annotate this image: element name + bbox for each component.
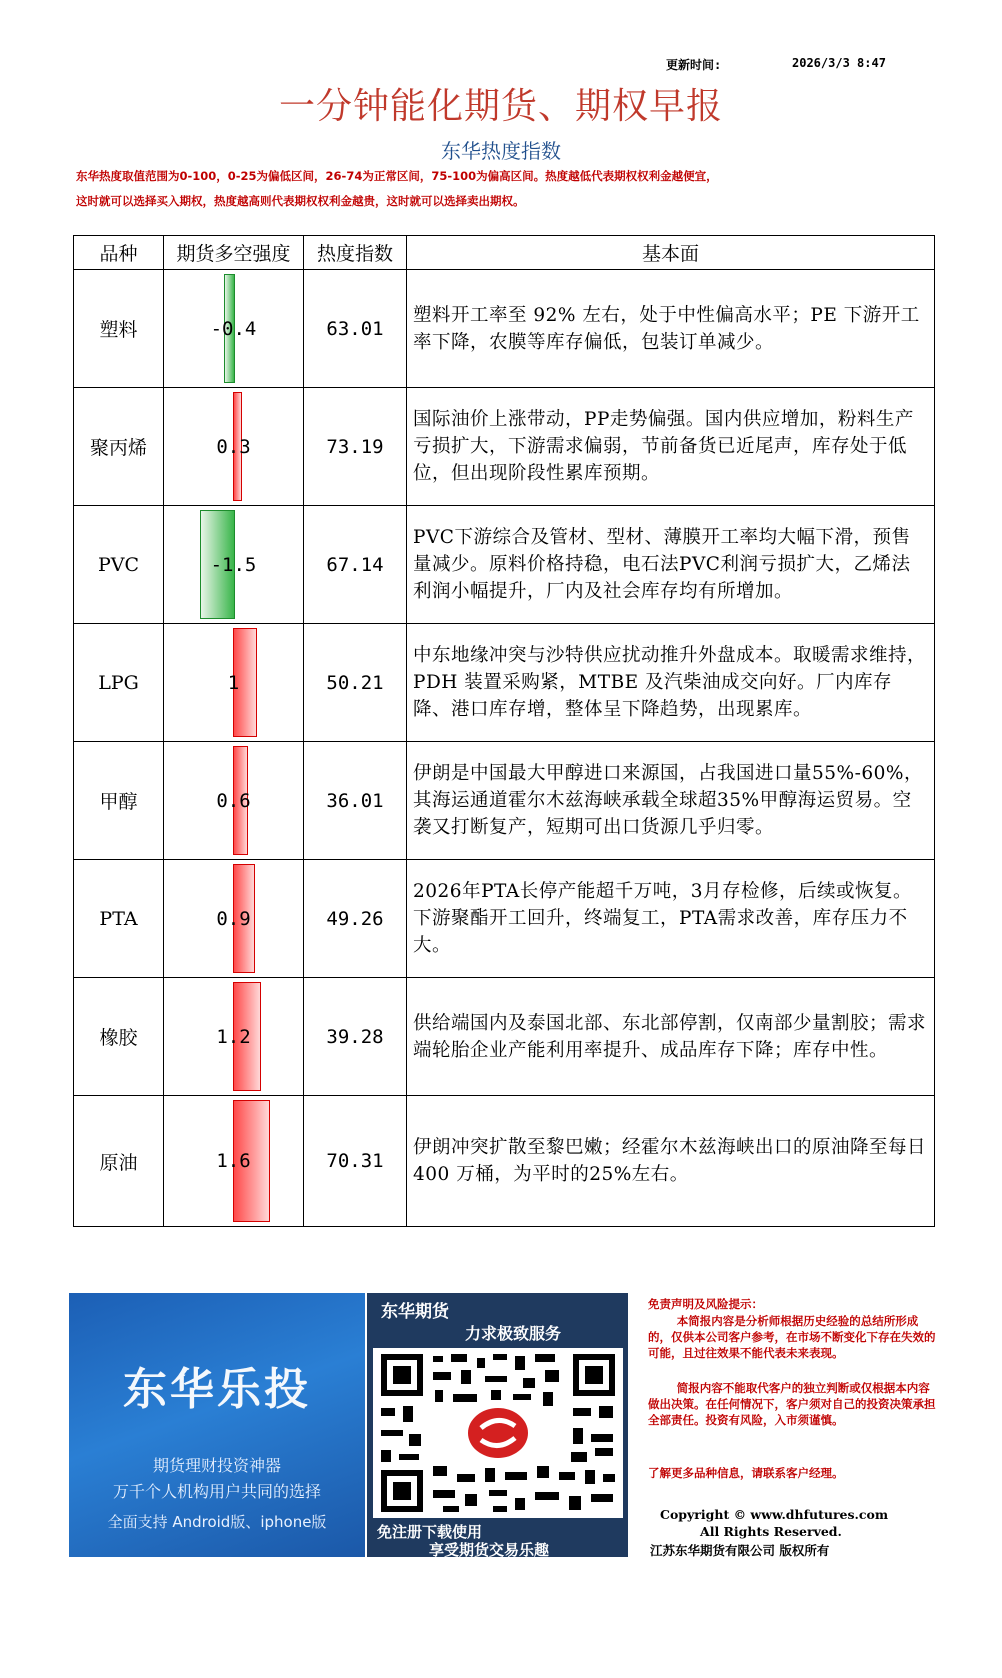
fundamental-text: 供给端国内及泰国北部、东北部停割，仅南部少量割胶；需求端轮胎企业产能利用率提升、成品库存下降；库存中性。 xyxy=(407,978,935,1096)
header-heat: 热度指数 xyxy=(304,236,407,270)
report-title: 一分钟能化期货、期权早报 xyxy=(278,86,723,127)
rights-reserved-line: All Rights Reserved. xyxy=(700,1524,842,1539)
qr-panel-download-text: 免注册下载使用 xyxy=(377,1523,483,1541)
disclaimer-title: 免责声明及风险提示： xyxy=(648,1297,763,1311)
company-copyright-line: 江苏东华期货有限公司 版权所有 xyxy=(650,1543,830,1558)
header-fundamental: 基本面 xyxy=(407,236,935,270)
strength-cell xyxy=(164,978,304,1096)
strength-cell xyxy=(164,624,304,742)
fundamental-text: 中东地缘冲突与沙特供应扰动推升外盘成本。取暖需求维持，PDH 装置采购紧，MTBE 及汽柴油成交向好。厂内库存降、港口库存增，整体呈下降趋势，出现累库。 xyxy=(407,624,935,742)
app-brand-name: 东华乐投 xyxy=(123,1364,311,1415)
update-time-label: 更新时间: xyxy=(666,58,722,72)
table-row xyxy=(74,1096,935,1227)
heat-index-value: 63.01 xyxy=(304,270,407,388)
fundamental-text: 伊朗冲突扩散至黎巴嫩；经霍尔木兹海峡出口的原油降至每日 400 万桶，为平时的25%左右。 xyxy=(407,1096,935,1227)
banner-tagline-3: 全面支持 Android版、iphone版 xyxy=(107,1513,327,1531)
table-row xyxy=(74,388,935,506)
banner-tagline-1: 期货理财投资神器 xyxy=(152,1456,281,1475)
disclaimer-paragraph-1: 本简报内容是分析师根据历史经验的总结所形成的，仅供本公司客户参考，在市场不断变化下存在失效的可能，且过往效果不能代表未来表现。 xyxy=(648,1314,936,1360)
variety-name: PTA xyxy=(74,860,164,978)
variety-name: 聚丙烯 xyxy=(74,388,164,506)
qr-panel-enjoy-text: 享受期货交易乐趣 xyxy=(429,1541,550,1559)
copyright-line: Copyright © www.dhfutures.com xyxy=(660,1507,889,1522)
qr-panel-slogan: 力求极致服务 xyxy=(465,1324,562,1343)
strength-cell xyxy=(164,1096,304,1227)
table-row xyxy=(74,860,935,978)
strength-cell xyxy=(164,860,304,978)
strength-value: 1.2 xyxy=(216,1025,251,1048)
heat-index-value: 39.28 xyxy=(304,978,407,1096)
report-subtitle: 东华热度指数 xyxy=(441,139,561,163)
variety-name: PVC xyxy=(74,506,164,624)
fundamental-text: PVC下游综合及管材、型材、薄膜开工率均大幅下滑，预售量减少。原料价格持稳，电石法PVC利润亏损扩大，乙烯法利润小幅提升，厂内及社会库存均有所增加。 xyxy=(407,506,935,624)
heat-index-note-line1: 东华热度取值范围为0-100，0-25为偏低区间，26-74为正常区间，75-100为偏高区间。热度越低代表期权权利金越便宜， xyxy=(76,169,718,183)
table-row xyxy=(74,624,935,742)
strength-cell xyxy=(164,270,304,388)
banner-tagline-2: 万千个人机构用户共同的选择 xyxy=(112,1482,321,1501)
heat-index-value: 50.21 xyxy=(304,624,407,742)
disclaimer-contact: 了解更多品种信息，请联系客户经理。 xyxy=(648,1466,844,1480)
qr-code-icon[interactable] xyxy=(373,1348,623,1518)
disclaimer-paragraph-2: 简报内容不能取代客户的独立判断或仅根据本内容做出决策。在任何情况下，客户须对自己的投资决策承担全部责任。投资有风险，入市须谨慎。 xyxy=(648,1381,936,1427)
strength-value: 1.6 xyxy=(216,1150,251,1172)
table-row xyxy=(74,978,935,1096)
fundamental-text: 塑料开工率至 92% 左右，处于中性偏高水平；PE 下游开工率下降，农膜等库存偏低，包装订单减少。 xyxy=(407,270,935,388)
qr-panel-company: 东华期货 xyxy=(381,1302,449,1322)
qr-code-panel xyxy=(367,1293,628,1557)
strength-cell xyxy=(164,506,304,624)
heat-index-value: 67.14 xyxy=(304,506,407,624)
variety-name: 甲醇 xyxy=(74,742,164,860)
heat-index-value: 73.19 xyxy=(304,388,407,506)
header-variety: 品种 xyxy=(74,236,164,270)
strength-value: 1 xyxy=(227,671,240,694)
heat-index-value: 49.26 xyxy=(304,860,407,978)
variety-name: 塑料 xyxy=(74,270,164,388)
variety-name: 原油 xyxy=(74,1096,164,1227)
strength-value: 0.6 xyxy=(216,789,251,812)
update-time-value: 2026/3/3 8:47 xyxy=(792,56,886,70)
table-header-row xyxy=(74,236,935,270)
strength-value: 0.3 xyxy=(216,435,251,458)
app-promo-banner xyxy=(69,1293,365,1557)
table-row xyxy=(74,270,935,388)
strength-value: 0.9 xyxy=(216,907,251,930)
fundamental-text: 伊朗是中国最大甲醇进口来源国，占我国进口量55%-60%，其海运通道霍尔木兹海峡承载全球超35%甲醇海运贸易。空袭又打断复产，短期可出口货源几乎归零。 xyxy=(407,742,935,860)
table-row xyxy=(74,742,935,860)
strength-cell xyxy=(164,388,304,506)
strength-cell xyxy=(164,742,304,860)
heat-index-table xyxy=(73,235,935,1227)
heat-index-note-line2: 这时就可以选择买入期权，热度越高则代表期权权利金越贵，这时就可以选择卖出期权。 xyxy=(76,194,525,208)
variety-name: 橡胶 xyxy=(74,978,164,1096)
heat-index-value: 36.01 xyxy=(304,742,407,860)
header-strength: 期货多空强度 xyxy=(164,236,304,270)
variety-name: LPG xyxy=(74,624,164,742)
strength-value: -1.5 xyxy=(210,553,257,576)
table-row xyxy=(74,506,935,624)
heat-index-value: 70.31 xyxy=(304,1096,407,1227)
fundamental-text: 国际油价上涨带动，PP走势偏强。国内供应增加，粉料生产亏损扩大，下游需求偏弱，节前备货已近尾声，库存处于低位，但出现阶段性累库预期。 xyxy=(407,388,935,506)
strength-value: -0.4 xyxy=(210,317,257,340)
fundamental-text: 2026年PTA长停产能超千万吨，3月存检修，后续或恢复。下游聚酯开工回升，终端复工，PTA需求改善，库存压力不大。 xyxy=(407,860,935,978)
